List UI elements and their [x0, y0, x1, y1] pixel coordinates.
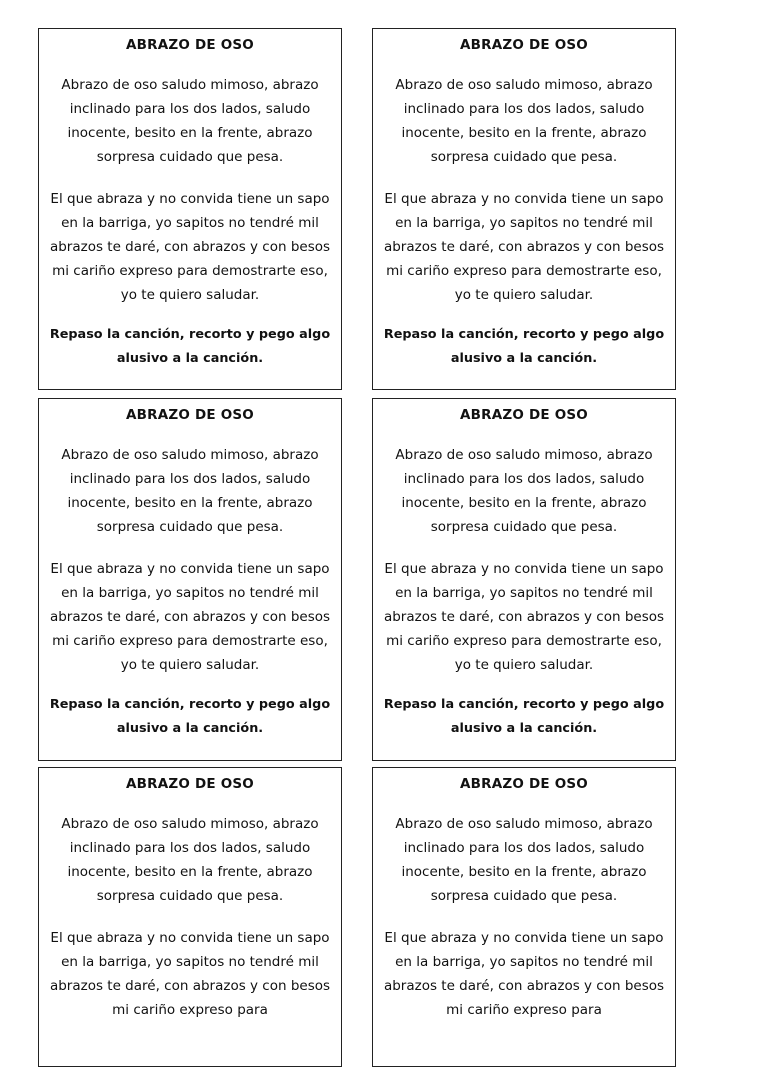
song-card — [38, 767, 342, 1067]
stanza-second: El que abraza y no convida tiene un sapo en la barriga, yo sapitos no tendré mil abrazos te daré, con abrazos y con besos mi cariño expreso para demostrarte eso, yo te quiero saludar. — [383, 191, 665, 303]
stanza-first: Abrazo de oso saludo mimoso, abrazo inclinado para los dos lados, saludo inocente, besito en la frente, abrazo sorpresa cuidado que pesa. — [395, 77, 653, 165]
stanza-first: Abrazo de oso saludo mimoso, abrazo inclinado para los dos lados, saludo inocente, besito en la frente, abrazo sorpresa cuidado que pesa. — [61, 77, 319, 165]
stanza-first: Abrazo de oso saludo mimoso, abrazo inclinado para los dos lados, saludo inocente, besito en la frente, abrazo sorpresa cuidado que pesa. — [395, 816, 653, 904]
song-card — [372, 398, 676, 761]
stanza-first: Abrazo de oso saludo mimoso, abrazo inclinado para los dos lados, saludo inocente, besito en la frente, abrazo sorpresa cuidado que pesa. — [61, 816, 319, 904]
card-title: ABRAZO DE OSO — [460, 37, 588, 53]
card-title: ABRAZO DE OSO — [126, 776, 254, 792]
stanza-second: El que abraza y no convida tiene un sapo en la barriga, yo sapitos no tendré mil abrazos te daré, con abrazos y con besos mi cariño expreso para demostrarte eso, yo te quiero saludar. — [383, 561, 665, 673]
card-title: ABRAZO DE OSO — [126, 407, 254, 423]
card-instruction: Repaso la canción, recorto y pego algo alusivo a la canción. — [383, 697, 665, 736]
card-instruction: Repaso la canción, recorto y pego algo alusivo a la canción. — [49, 327, 331, 366]
stanza-second: El que abraza y no convida tiene un sapo en la barriga, yo sapitos no tendré mil abrazos te daré, con abrazos y con besos mi cariño expreso para — [49, 930, 331, 1018]
stanza-second: El que abraza y no convida tiene un sapo en la barriga, yo sapitos no tendré mil abrazos te daré, con abrazos y con besos mi cariño expreso para demostrarte eso, yo te quiero saludar. — [49, 561, 331, 673]
card-title: ABRAZO DE OSO — [460, 776, 588, 792]
stanza-first: Abrazo de oso saludo mimoso, abrazo inclinado para los dos lados, saludo inocente, besito en la frente, abrazo sorpresa cuidado que pesa. — [395, 447, 653, 535]
card-instruction: Repaso la canción, recorto y pego algo alusivo a la canción. — [383, 327, 665, 366]
song-card — [372, 28, 676, 390]
stanza-second: El que abraza y no convida tiene un sapo en la barriga, yo sapitos no tendré mil abrazos te daré, con abrazos y con besos mi cariño expreso para — [383, 930, 665, 1018]
song-card — [38, 398, 342, 761]
song-card — [372, 767, 676, 1067]
card-instruction: Repaso la canción, recorto y pego algo alusivo a la canción. — [49, 697, 331, 736]
stanza-first: Abrazo de oso saludo mimoso, abrazo inclinado para los dos lados, saludo inocente, besito en la frente, abrazo sorpresa cuidado que pesa. — [61, 447, 319, 535]
song-card — [38, 28, 342, 390]
card-title: ABRAZO DE OSO — [126, 37, 254, 53]
card-title: ABRAZO DE OSO — [460, 407, 588, 423]
stanza-second: El que abraza y no convida tiene un sapo en la barriga, yo sapitos no tendré mil abrazos te daré, con abrazos y con besos mi cariño expreso para demostrarte eso, yo te quiero saludar. — [49, 191, 331, 303]
